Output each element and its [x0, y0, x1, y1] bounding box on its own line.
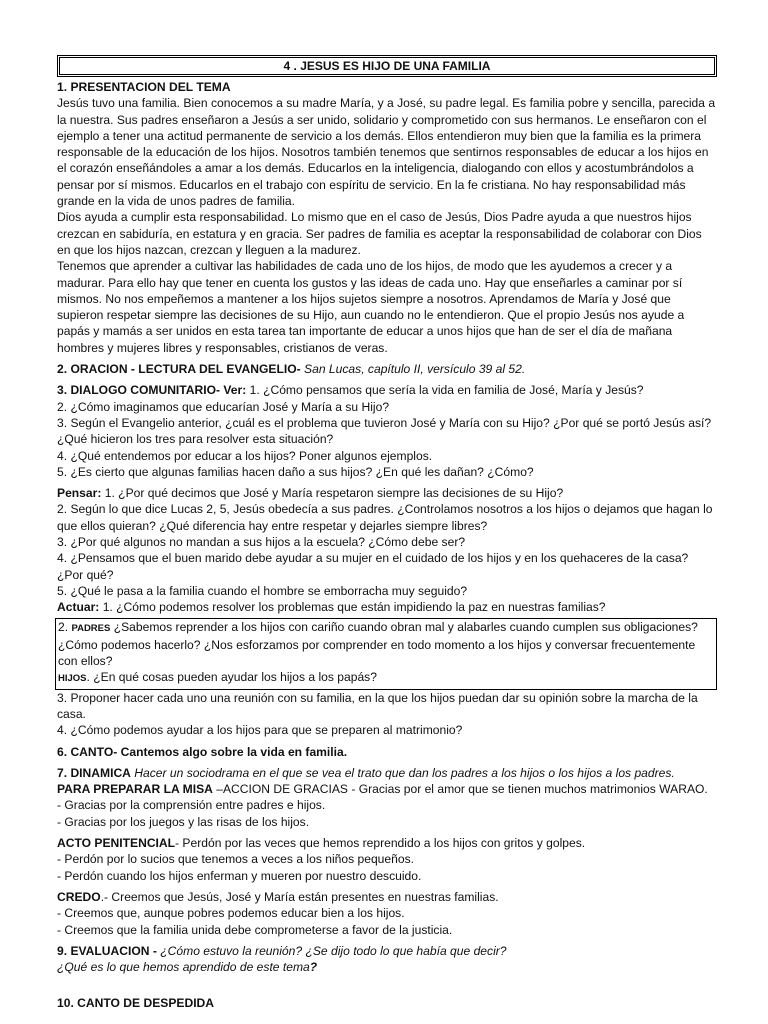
acto-item: - Perdón cuando los hijos enferman y mueren por nuestro descuido. — [57, 868, 422, 883]
section-7 — [57, 765, 717, 781]
padres-label: PADRES — [71, 622, 111, 634]
evaluacion-line-2 — [57, 959, 717, 975]
ver-question: 4. ¿Qué entendemos por educar a los hijos? Poner algunos ejemplos. — [57, 448, 433, 463]
actuar-question: 4. ¿Cómo podemos ayudar a los hijos para que se preparen al matrimonio? — [57, 723, 463, 738]
section-10-heading: 10. CANTO DE DESPEDIDA — [57, 996, 215, 1011]
ver-question: 3. Según el Evangelio anterior, ¿cuál es el problema que tuvieron José y María con su Hijo? ¿Por qué se portó Jesús así? ¿Qué hicieron los tres para resolver esta situación? — [57, 415, 712, 447]
gospel-reference: San Lucas, capítulo II, versículo 39 al 52. — [300, 362, 526, 377]
page-title: 4 . JESUS ES HIJO DE UNA FAMILIA — [59, 57, 715, 75]
pensar-question: 2. Según lo que dice Lucas 2, 5, Jesús obedecía a sus padres. ¿Controlamos nosotros a los hijos o dejamos que hagan lo que ellos quieran? ¿Qué diferencia hay entre respetar y dejarles siempre libres? — [57, 502, 713, 533]
misa-line — [57, 781, 717, 797]
ver-question: 1. ¿Cómo pensamos que sería la vida en familia de José, María y Jesús? — [246, 383, 644, 398]
title-frame — [57, 55, 717, 77]
gracias-item: - Gracias por los juegos y las risas de los hijos. — [57, 814, 310, 829]
pensar-label: Pensar: — [57, 486, 102, 501]
actuar-question: 3. Proponer hacer cada uno una reunión con su familia, en la que los hijos puedan dar su opinión sobre la marcha de la casa. — [57, 690, 698, 721]
section-1-paragraph: Dios ayuda a cumplir esta responsabilidad. Lo mismo que en el caso de Jesús, Dios Padre ayuda a que nuestros hijos crezcan en sabiduría, en estatura y en gracia. Ser padres de familia es aceptar la responsabilidad de colaborar con Dios en que los hijos nazcan, crezcan y lleguen a la madurez. — [57, 210, 702, 257]
pensar-question: 1. ¿Por qué decimos que José y María respetaron siempre las decisiones de su Hijo? — [101, 486, 564, 501]
section-1-paragraph: Jesús tuvo una familia. Bien conocemos a su madre María, y a José, su padre legal. Es familia pobre y sencilla, parecida a la nuestra. Sus padres enseñaron a Jesús a ser unido, solidario y comprometido con sus hermanos. Le enseñaron con el ejemplo a tener una actitud permanente de servicio a los demás. Ellos entendieron muy bien que la familia es la primera responsable de la educación de los hijos. Nosotros también tenemos que sentirnos responsables de educar a los hijos en el corazón enseñándoles a amar a los demás. Educarlos en la inteligencia, dialogando con ellos y acostumbrándolos a pensar por sí mismos. Educarlos en el trabajo con espíritu de servicio. En la fe cristiana. No hay responsabilidad más grande en la vida de unos padres de familia. — [57, 96, 716, 209]
section-1-heading: 1. PRESENTACION DEL TEMA — [57, 80, 231, 94]
padres-question — [58, 619, 714, 670]
hijos-question — [58, 669, 714, 687]
section-1-paragraph: Tenemos que aprender a cultivar las habilidades de cada uno de los hijos, de modo que les ayudemos a crecer y a madurar. Para ello hay que tener en cuenta los gustos y las ideas de cada uno. Hay que enseñarles a caminar por sí mismos. No nos empeñemos a mantener a los hijos sujetos siempre a nosotros. Aprendamos de María y José que supieron respetar siempre las decisiones de su Hijo, aun cuando no le entendieron. Que el propio Jesús nos ayude a papás y mamás a ser unidos en esta tarea tan importante de educar a unos hijos que han de ser el día de mañana hombres y mujeres libres y responsables, cristianos de veras. — [57, 259, 685, 355]
question-mark: ? — [309, 960, 318, 975]
item-number: 2. — [58, 619, 72, 634]
credo-text: .- Creemos que Jesús, José y María están presentes en nuestras familias. — [100, 889, 499, 904]
acto-label: ACTO PENITENCIAL — [57, 836, 176, 851]
misa-text: –ACCION DE GRACIAS - Gracias por el amor que se tienen muchos matrimonios WARAO. — [212, 782, 708, 797]
actuar-question: 1. ¿Cómo podemos resolver los problemas que están impidiendo la paz en nuestras familias? — [99, 600, 606, 615]
actuar-label: Actuar: — [57, 600, 100, 615]
acto-text: - Perdón por las veces que hemos reprendido a los hijos con gritos y golpes. — [175, 836, 586, 851]
hijos-text: . ¿En qué cosas pueden ayudar los hijos a los papás? — [86, 670, 377, 685]
section-2 — [57, 361, 717, 377]
credo-label: CREDO — [57, 889, 101, 904]
evaluacion-text: ¿Cómo estuvo la reunión? ¿Se dijo todo lo que había que decir? — [156, 943, 507, 958]
section-6-heading: 6. CANTO- Cantemos algo sobre la vida en familia. — [57, 744, 348, 759]
section-7-heading: 7. DINAMICA — [57, 765, 131, 780]
padres-text: ¿Sabemos reprender a los hijos con cariño cuando obran mal y alabarles cuando cumplen sus obligaciones? ¿Cómo podemos hacerlo? ¿Nos esforzamos por comprender en todo momento a los hijos y conversar frecuentemente con ellos? — [58, 619, 698, 669]
misa-label: PARA PREPARAR LA MISA — [57, 782, 213, 797]
acto-item: - Perdón por lo sucios que tenemos a veces a los niños pequeños. — [57, 852, 414, 867]
pensar-question: 4. ¿Pensamos que el buen marido debe ayudar a su mujer en el cuidado de los hijos y en los quehaceres de la casa? ¿Por qué? — [57, 551, 689, 582]
pensar-block — [57, 485, 717, 501]
pensar-question: 5. ¿Qué le pasa a la familia cuando el hombre se emborracha muy seguido? — [57, 583, 468, 598]
ver-question: 2. ¿Cómo imaginamos que educarían José y María a su Hijo? — [57, 399, 390, 414]
hijos-label: HIJOS — [58, 673, 87, 685]
acto-penitencial — [57, 835, 717, 851]
dinamica-text: Hacer un sociodrama en el que se vea el trato que dan los padres a los hijos o los hijos a los padres. — [130, 765, 675, 780]
ver-question: 5. ¿Es cierto que algunas familias hacen daño a sus hijos? ¿En qué les dañan? ¿Cómo? — [57, 464, 534, 479]
document-page — [57, 55, 717, 1012]
padres-hijos-box — [55, 618, 717, 690]
section-3-heading: 3. DIALOGO COMUNITARIO- Ver: — [57, 383, 247, 398]
credo — [57, 889, 717, 905]
gracias-item: - Gracias por la comprensión entre padres e hijos. — [57, 798, 326, 813]
section-2-heading: 2. ORACION - LECTURA DEL EVANGELIO- — [57, 362, 301, 377]
section-3-ver — [57, 382, 717, 398]
pensar-question: 3. ¿Por qué algunos no mandan a sus hijos a la escuela? ¿Cómo debe ser? — [57, 535, 466, 550]
section-9 — [57, 943, 717, 959]
section-9-heading: 9. EVALUACION - — [57, 943, 157, 958]
credo-item: - Creemos que la familia unida debe comprometerse a favor de la justicia. — [57, 922, 453, 937]
actuar-block — [57, 599, 717, 615]
credo-item: - Creemos que, aunque pobres podemos educar bien a los hijos. — [57, 906, 405, 921]
evaluacion-question: ¿Qué es lo que hemos aprendido de este tema — [57, 960, 310, 975]
